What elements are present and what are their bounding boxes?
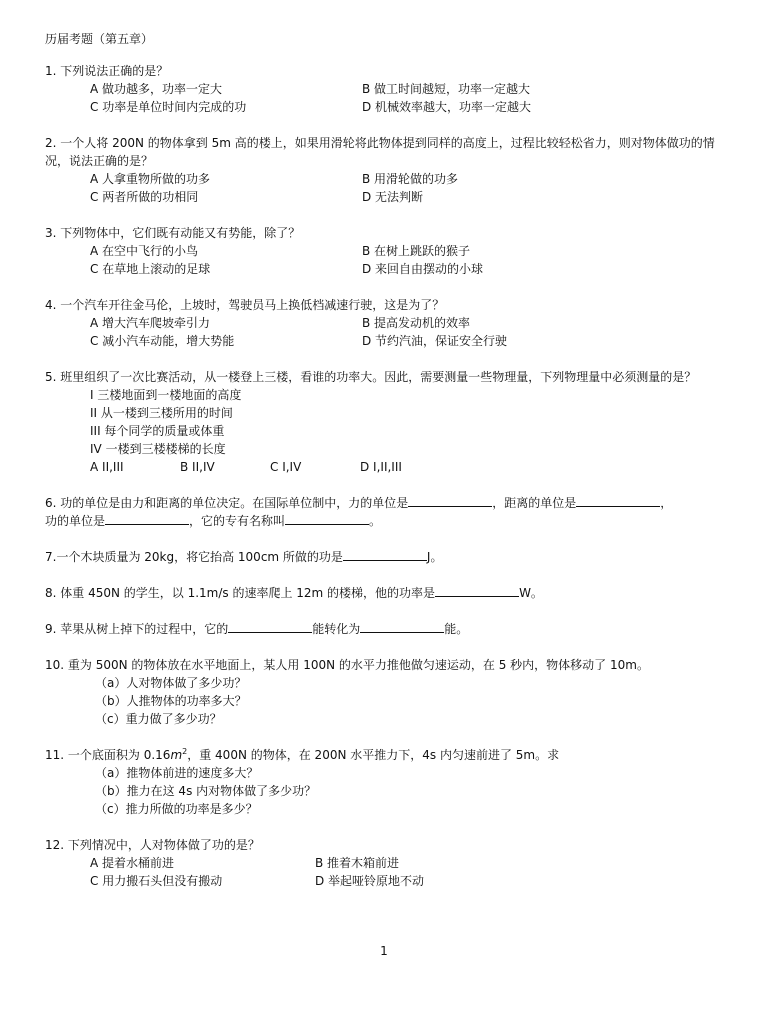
options [90, 854, 735, 890]
question-stem [45, 746, 735, 764]
option-b: B 做工时间越短，功率一定越大 [362, 82, 531, 96]
question-6 [45, 494, 735, 530]
option-a: A 提着水桶前进 [90, 856, 175, 870]
answer-blank[interactable] [576, 494, 660, 507]
fill-in-line [45, 494, 735, 512]
option-d: D 来回自由摆动的小球 [362, 262, 484, 276]
question-stem: 2. 一个人将 200N 的物体拿到 5m 高的楼上，如果用滑轮将此物体提到同样的高度上，过程比较轻松省力，则对物体做功的情况，说法正确的是？ [45, 136, 715, 168]
statement-item: III 每个同学的质量或体重 [90, 424, 225, 438]
page-number: 1 [380, 944, 388, 958]
option-d: D 无法判断 [362, 190, 424, 204]
question-12 [45, 836, 735, 890]
sub-question: （c）重力做了多少功？ [95, 712, 222, 726]
unit-symbol: m [170, 748, 183, 762]
question-text: 功的单位是 [45, 514, 106, 528]
option-b: B 在树上跳跃的猴子 [362, 244, 471, 258]
question-2 [45, 134, 735, 206]
option-c: C 两者所做的功相同 [90, 190, 199, 204]
options [90, 242, 735, 278]
option-b: B II,IV [180, 460, 215, 474]
question-1 [45, 62, 735, 116]
fill-in-line [45, 548, 735, 566]
option-a: A 人拿重物所做的功多 [90, 172, 211, 186]
option-c: C 在草地上滚动的足球 [90, 262, 211, 276]
option-d: D 举起哑铃原地不动 [315, 874, 425, 888]
question-text: ， [660, 496, 673, 510]
document-page [45, 30, 735, 908]
question-text: 能转化为 [312, 622, 361, 636]
question-text: J。 [426, 550, 443, 564]
option-b: B 用滑轮做的功多 [362, 172, 459, 186]
fill-in-line [45, 584, 735, 602]
options [90, 170, 735, 206]
question-stem: 3. 下列物体中，它们既有动能又有势能，除了？ [45, 226, 301, 240]
question-text: 6. 功的单位是由力和距离的单位决定。在国际单位制中，力的单位是 [45, 496, 409, 510]
option-c: C 功率是单位时间内完成的功 [90, 100, 247, 114]
question-9 [45, 620, 735, 638]
answer-blank[interactable] [435, 584, 519, 597]
option-c: C I,IV [270, 460, 302, 474]
sub-question: （c）推力所做的功率是多少？ [95, 802, 258, 816]
option-a: A 增大汽车爬坡牵引力 [90, 316, 211, 330]
question-text: 11. 一个底面积为 0.16 [45, 748, 171, 762]
option-c: C 减小汽车动能，增大势能 [90, 334, 235, 348]
question-7 [45, 548, 735, 566]
question-text: 。 [369, 514, 382, 528]
answer-blank[interactable] [105, 512, 189, 525]
answer-blank[interactable] [408, 494, 492, 507]
option-d: D 节约汽油，保证安全行驶 [362, 334, 508, 348]
question-text: ，重 400N 的物体，在 200N 水平推力下，4s 内匀速前进了 5m。求 [187, 748, 560, 762]
question-4 [45, 296, 735, 350]
fill-in-line [45, 620, 735, 638]
sub-question: （a）人对物体做了多少功？ [95, 676, 247, 690]
option-a: A 在空中飞行的小鸟 [90, 244, 199, 258]
question-3 [45, 224, 735, 278]
option-d: D I,II,III [360, 460, 402, 474]
option-a: A II,III [90, 460, 124, 474]
question-text: W。 [519, 586, 543, 600]
option-b: B 推着木箱前进 [315, 856, 400, 870]
question-5 [45, 368, 735, 476]
question-8 [45, 584, 735, 602]
question-stem: 5. 班里组织了一次比赛活动，从一楼登上三楼，看谁的功率大。因此，需要测量一些物理量，下列物理量中必须测量的是？ [45, 370, 697, 384]
answer-blank[interactable] [285, 512, 369, 525]
answer-blank[interactable] [360, 620, 444, 633]
answer-blank[interactable] [228, 620, 312, 633]
statement-list [90, 386, 735, 458]
option-d: D 机械效率越大，功率一定越大 [362, 100, 532, 114]
question-stem: 1. 下列说法正确的是？ [45, 64, 169, 78]
statement-item: IV 一楼到三楼楼梯的长度 [90, 442, 226, 456]
question-text: 9. 苹果从树上掉下的过程中，它的 [45, 622, 229, 636]
question-11 [45, 746, 735, 818]
superscript: 2 [182, 747, 188, 756]
question-stem: 12. 下列情况中，人对物体做了功的是？ [45, 838, 260, 852]
options [90, 314, 735, 350]
question-10 [45, 656, 735, 728]
question-text: ，它的专有名称叫 [189, 514, 286, 528]
options [90, 458, 735, 476]
statement-item: II 从一楼到三楼所用的时间 [90, 406, 233, 420]
option-b: B 提高发动机的效率 [362, 316, 471, 330]
question-text: 8. 体重 450N 的学生，以 1.1m/s 的速率爬上 12m 的楼梯，他的功率是 [45, 586, 436, 600]
question-stem: 4. 一个汽车开往金马伦，上坡时，驾驶员马上换低档减速行驶，这是为了？ [45, 298, 445, 312]
answer-blank[interactable] [343, 548, 427, 561]
page-title: 历届考题（第五章） [45, 32, 154, 46]
question-text: 7.一个木块质量为 20kg，将它抬高 100cm 所做的功是 [45, 550, 343, 564]
option-c: C 用力搬石头但没有搬动 [90, 874, 223, 888]
question-text: ，距离的单位是 [492, 496, 577, 510]
statement-item: I 三楼地面到一楼地面的高度 [90, 388, 242, 402]
option-a: A 做功越多，功率一定大 [90, 82, 223, 96]
question-stem: 10. 重为 500N 的物体放在水平地面上，某人用 100N 的水平力推他做匀速运动，在 5 秒内，物体移动了 10m。 [45, 658, 649, 672]
sub-question: （a）推物体前进的速度多大？ [95, 766, 259, 780]
options [90, 80, 735, 116]
sub-question: （b）推力在这 4s 内对物体做了多少功？ [95, 784, 317, 798]
fill-in-line [45, 512, 735, 530]
question-text: 能。 [444, 622, 469, 636]
sub-question: （b）人推物体的功率多大？ [95, 694, 247, 708]
